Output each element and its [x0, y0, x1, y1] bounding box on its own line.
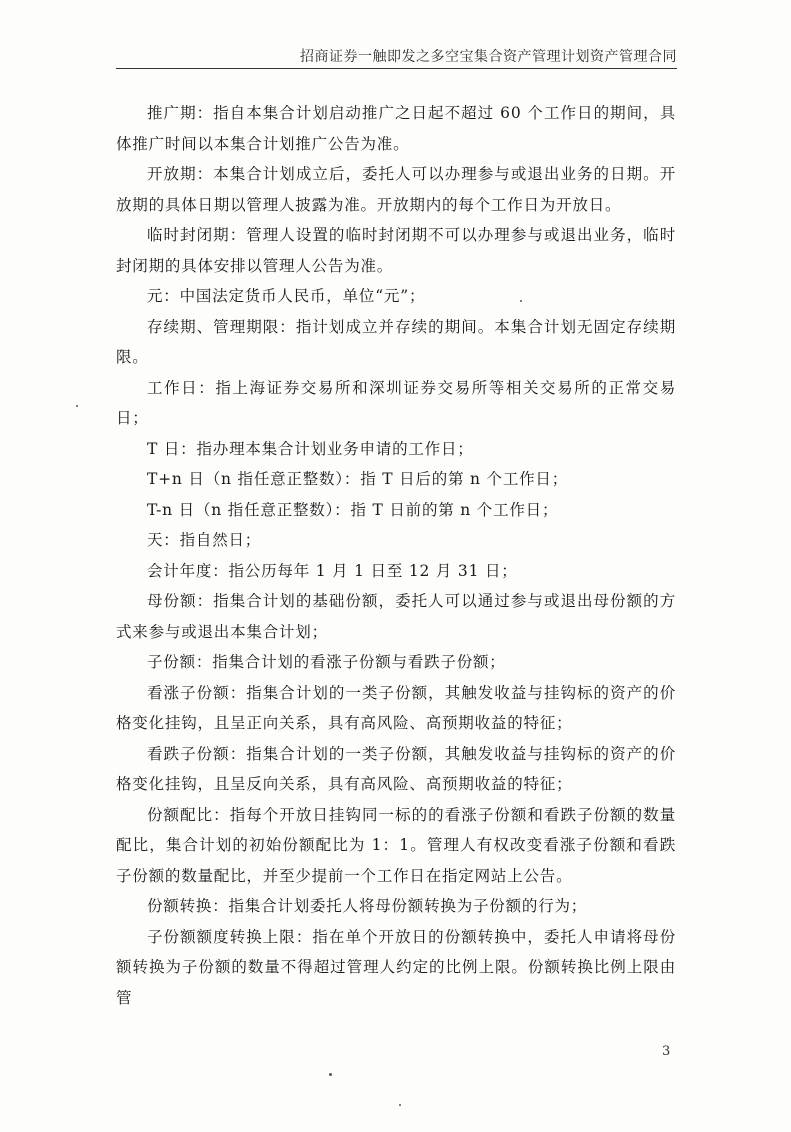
- paragraph-sub-share: 子份额：指集合计划的看涨子份额与看跌子份额；: [147, 653, 506, 671]
- page-number: 3: [662, 1044, 671, 1059]
- paragraph-share-ratio: 份额配比：指每个开放日挂钩同一标的的看涨子份额和看跌子份额的数量配比，集合计划的初始份额配比为 1：1。管理人有权改变看涨子份额和看跌子份额的数量配比，并至少提前一个工作日在指定网站上公告。: [116, 805, 676, 885]
- paragraph-parent-share: 母份额：指集合计划的基础份额，委托人可以通过参与或退出母份额的方式来参与或退出本集合计划；: [116, 592, 676, 641]
- paragraph-yuan: 元：中国法定货币人民币，单位“元”；: [147, 287, 426, 305]
- scan-speck: [76, 405, 78, 407]
- paragraph-t-plus-n-day: T+n 日（n 指任意正整数）：指 T 日后的第 n 个工作日；: [147, 470, 569, 488]
- paragraph-open-period: 开放期：本集合计划成立后，委托人可以办理参与或退出业务的日期。开放期的具体日期以管理人披露为准。开放期内的每个工作日为开放日。: [116, 165, 676, 214]
- paragraph-t-minus-n-day: T-n 日（n 指任意正整数）：指 T 日前的第 n 个工作日；: [147, 500, 559, 519]
- paragraph-working-day: 工作日：指上海证券交易所和深圳证券交易所等相关交易所的正常交易日；: [116, 378, 676, 427]
- paragraph-fiscal-year: 会计年度：指公历每年 1 月 1 日至 12 月 31 日；: [147, 561, 518, 580]
- header-title: 招商证券一触即发之多空宝集合资产管理计划资产管理合同: [300, 49, 677, 65]
- scan-speck: [520, 300, 522, 302]
- paragraph-t-day: T 日：指办理本集合计划业务申请的工作日；: [147, 439, 474, 458]
- paragraph-bearish-share: 看跌子份额：指集合计划的一类子份额，其触发收益与挂钩标的资产的价格变化挂钩，且呈反向关系，具有高风险、高预期收益的特征；: [116, 744, 676, 793]
- paragraph-promotion-period: 推广期：指自本集合计划启动推广之日起不超过 60 个工作日的期间，具体推广时间以本集合计划推广公告为准。: [116, 104, 676, 153]
- paragraph-bullish-share: 看涨子份额：指集合计划的一类子份额，其触发收益与挂钩标的资产的价格变化挂钩，且呈正向关系，具有高风险、高预期收益的特征；: [116, 683, 676, 732]
- scan-speck: [399, 1104, 401, 1106]
- body-text: [116, 98, 676, 1013]
- paragraph-duration: 存续期、管理期限：指计划成立并存续的期间。本集合计划无固定存续期限。: [116, 317, 676, 366]
- paragraph-day: 天：指自然日；: [147, 531, 262, 549]
- scan-speck: [329, 1073, 332, 1076]
- paragraph-share-conversion: 份额转换：指集合计划委托人将母份额转换为子份额的行为；: [147, 897, 588, 915]
- header-rule: [116, 68, 677, 69]
- paragraph-temporary-closed-period: 临时封闭期：管理人设置的临时封闭期不可以办理参与或退出业务，临时封闭期的具体安排以管理人公告为准。: [116, 226, 676, 275]
- paragraph-conversion-limit: 子份额额度转换上限：指在单个开放日的份额转换中，委托人申请将母份额转换为子份额的数量不得超过管理人约定的比例上限。份额转换比例上限由管: [116, 927, 676, 1007]
